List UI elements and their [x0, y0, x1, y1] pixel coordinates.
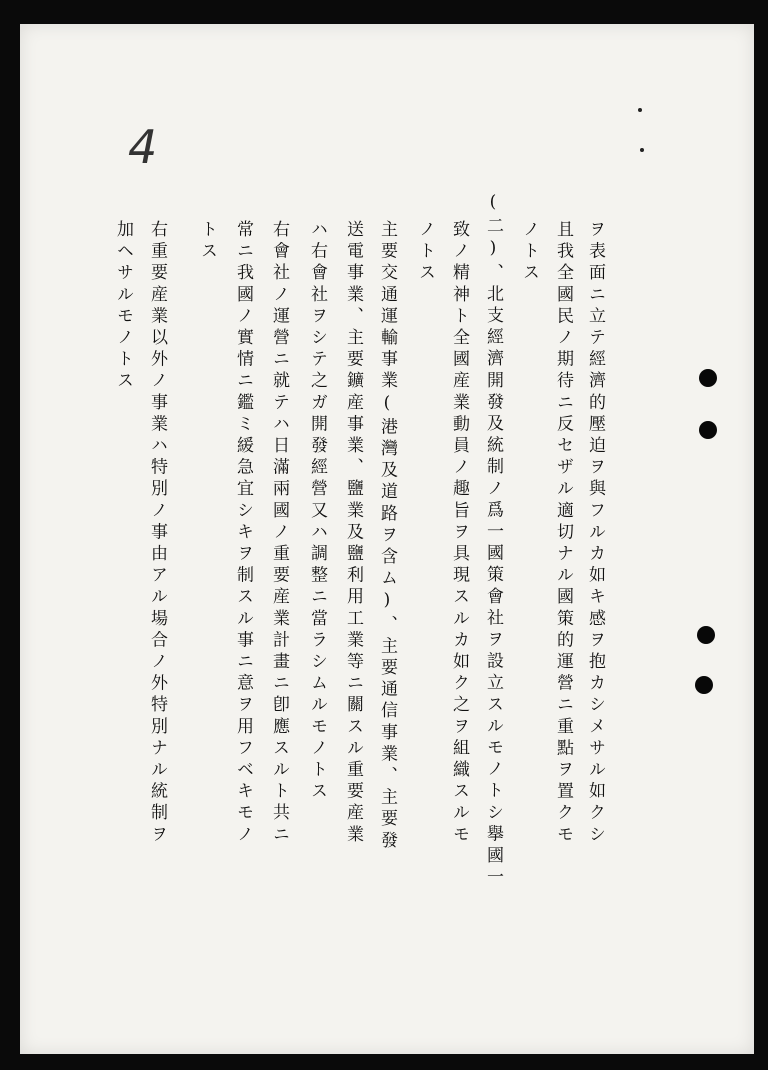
text-column-14: 加ヘサルモノトス — [113, 220, 133, 393]
text-column-7: 主要交通運輸事業(港灣及道路ヲ含ム)、主要通信事業、主要發 — [377, 220, 397, 853]
text-column-13: 右重要産業以外ノ事業ハ特別ノ事由アル場合ノ外特別ナル統制ヲ — [147, 220, 167, 847]
text-column-10: 右會社ノ運營ニ就テハ日滿兩國ノ重要産業計畫ニ卽應スルト共ニ — [269, 220, 289, 847]
text-column-6: ノトス — [415, 220, 435, 285]
page-number: 4 — [128, 120, 158, 174]
text-column-3: ノトス — [519, 220, 539, 285]
text-column-12: トス — [197, 220, 217, 264]
text-column-9: ハ右會社ヲシテ之ガ開發經營又ハ調整ニ當ラシムルモノトス — [307, 220, 327, 804]
punch-hole — [695, 676, 713, 694]
text-column-11: 常ニ我國ノ實情ニ鑑ミ緩急宜シキヲ制スル事ニ意ヲ用フベキモノ — [233, 220, 253, 847]
text-column-8: 送電事業、主要鑛産事業、鹽業及鹽利用工業等ニ關スル重要産業 — [343, 220, 363, 847]
text-column-1: ヲ表面ニ立テ經濟的壓迫ヲ與フルカ如キ感ヲ抱カシメサル如クシ — [585, 220, 605, 847]
punch-hole — [697, 626, 715, 644]
punch-hole — [699, 421, 717, 439]
ink-speck — [640, 148, 644, 152]
text-column-4: (二)、北支經濟開發及統制ノ爲一國策會社ヲ設立スルモノトシ擧國一 — [483, 192, 503, 890]
document-page — [20, 24, 754, 1054]
text-column-2: 且我全國民ノ期待ニ反セザル適切ナル國策的運營ニ重點ヲ置クモ — [553, 220, 573, 847]
text-column-5: 致ノ精神ト全國産業動員ノ趣旨ヲ具現スルカ如ク之ヲ組織スルモ — [449, 220, 469, 847]
ink-speck — [638, 108, 642, 112]
punch-hole — [699, 369, 717, 387]
